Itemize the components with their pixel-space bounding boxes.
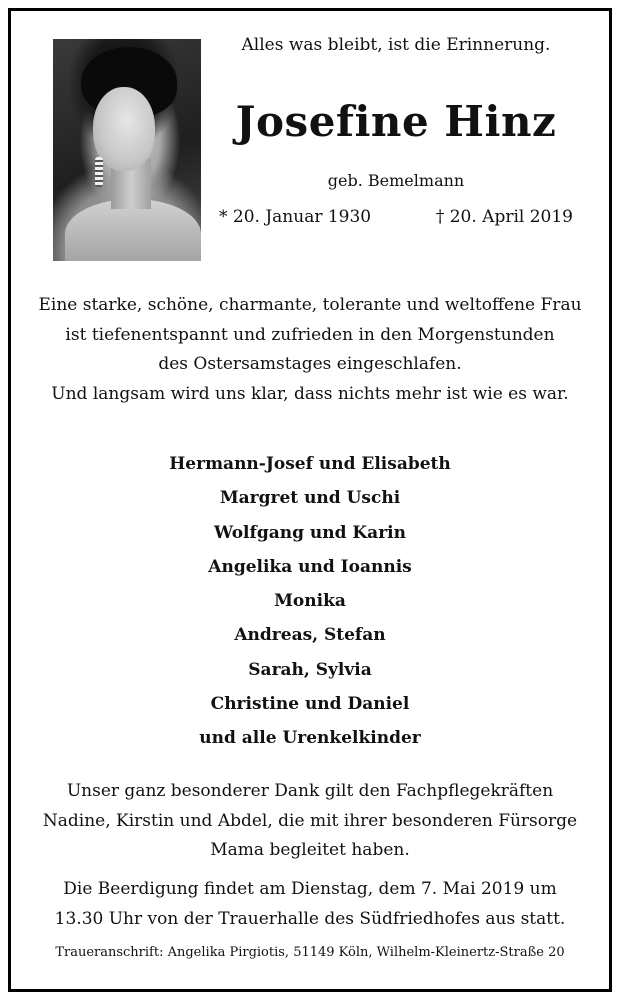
thanks-paragraph xyxy=(21,777,599,866)
birth-date: * 20. Januar 1930 xyxy=(219,207,372,227)
deceased-name: Josefine Hinz xyxy=(235,97,557,146)
thanks-line: Unser ganz besonderer Dank gilt den Fachpflegekräften xyxy=(66,781,554,801)
funeral-line: Die Beerdigung findet am Dienstag, dem 7. Mai 2019 um xyxy=(63,879,557,899)
tribute-paragraph xyxy=(21,291,599,409)
tribute-line: ist tiefenentspannt und zufrieden in den Morgenstunden xyxy=(65,324,555,345)
family-member: Margret und Uschi xyxy=(219,488,401,509)
family-member: Sarah, Sylvia xyxy=(248,659,372,680)
life-dates xyxy=(211,207,581,227)
family-member: Hermann-Josef und Elisabeth xyxy=(169,454,451,474)
family-member: Wolfgang und Karin xyxy=(214,522,406,543)
funeral-paragraph xyxy=(21,875,599,934)
family-member: und alle Urenkelkinder xyxy=(199,728,421,749)
tribute-line: Und langsam wird uns klar, dass nichts mehr ist wie es war. xyxy=(51,383,569,404)
tribute-line: des Ostersamstages eingeschlafen. xyxy=(158,354,462,374)
motto-text: Alles was bleibt, ist die Erinnerung. xyxy=(241,35,551,55)
family-member: Monika xyxy=(274,591,346,612)
funeral-line: 13.30 Uhr von der Trauerhalle des Südfriedhofes aus statt. xyxy=(54,908,566,929)
family-member: Angelika und Ioannis xyxy=(208,556,412,577)
portrait-photo xyxy=(53,39,201,261)
thanks-line: Mama begleitet haben. xyxy=(210,840,410,860)
mourning-address: Traueranschrift: Angelika Pirgiotis, 51149 Köln, Wilhelm-Kleinertz-Straße 20 xyxy=(55,945,565,960)
death-date: † 20. April 2019 xyxy=(435,207,573,227)
maiden-name: geb. Bemelmann xyxy=(327,171,465,190)
tribute-line: Eine starke, schöne, charmante, tolerante und weltoffene Frau xyxy=(38,295,582,315)
thanks-line: Nadine, Kirstin und Abdel, die mit ihrer besonderen Fürsorge xyxy=(42,810,578,831)
obituary-notice xyxy=(8,8,612,992)
family-list xyxy=(21,447,599,756)
family-member: Andreas, Stefan xyxy=(234,625,386,646)
family-member: Christine und Daniel xyxy=(210,694,410,715)
